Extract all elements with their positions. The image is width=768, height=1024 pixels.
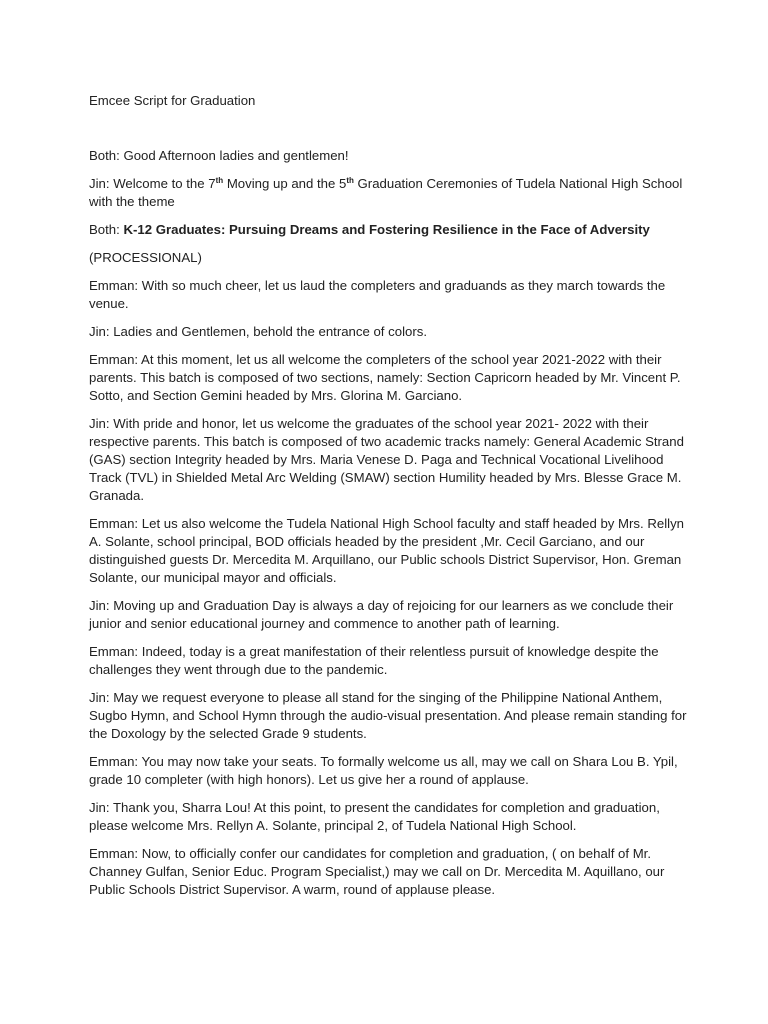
script-paragraph <box>89 643 689 679</box>
speaker-label: Jin: <box>89 176 110 191</box>
line-text: With pride and honor, let us welcome the graduates of the school year 2021- 2022 with their respective parents. This batch is composed of two academic tracks namely: General Academic Strand (GAS) section Integrity headed by Mrs. Maria Venese D. Paga and Technical Vocational Livelihood Track (TVL) in Shielded Metal Arc Welding (SMAW) section Humility headed by Mrs. Blesse Grace M. Granada. <box>89 416 684 503</box>
speaker-label: Emman: <box>89 846 139 861</box>
script-paragraph <box>89 323 689 341</box>
line-text: Let us also welcome the Tudela National High School faculty and staff headed by Mrs. Rellyn A. Solante, school principal, BOD officials headed by the president ,Mr. Cecil Garciano, and our distinguished guests Dr. Mercedita M. Arquillano, our Public schools District Supervisor, Hon. Greman Solante, our municipal mayor and officials. <box>89 516 684 585</box>
line-text: Ladies and Gentlemen, behold the entrance of colors. <box>113 324 427 339</box>
speaker-label: Emman: <box>89 644 139 659</box>
line-text: You may now take your seats. To formally welcome us all, may we call on Shara Lou B. Ypil, grade 10 completer (with high honors). Let us give her a round of applause. <box>89 754 678 787</box>
line-text: Moving up and the 5 <box>223 176 347 191</box>
script-paragraph <box>89 689 689 743</box>
ordinal-suffix: th <box>215 176 224 185</box>
line-text: Welcome to the 7 <box>113 176 216 191</box>
speaker-label: Jin: <box>89 598 110 613</box>
script-paragraph <box>89 351 689 405</box>
speaker-label: Both: <box>89 148 120 163</box>
processional-note: (PROCESSIONAL) <box>89 250 202 265</box>
speaker-label: Jin: <box>89 324 110 339</box>
speaker-label: Emman: <box>89 754 139 769</box>
line-theme <box>89 221 689 239</box>
line-text: Good Afternoon ladies and gentlemen! <box>123 148 349 163</box>
line-text: With so much cheer, let us laud the completers and graduands as they march towards the venue. <box>89 278 666 311</box>
line-text: Thank you, Sharra Lou! At this point, to present the candidates for completion and graduation, please welcome Mrs. Rellyn A. Solante, principal 2, of Tudela National High School. <box>89 800 660 833</box>
speaker-label: Jin: <box>89 416 110 431</box>
script-paragraph <box>89 515 689 587</box>
line-text: Moving up and Graduation Day is always a day of rejoicing for our learners as we conclude their junior and senior educational journey and commence to another path of learning. <box>89 598 674 631</box>
script-paragraph <box>89 845 689 899</box>
script-paragraph <box>89 799 689 835</box>
line-greeting <box>89 147 689 165</box>
speaker-label: Emman: <box>89 516 139 531</box>
ordinal-suffix: th <box>346 176 354 185</box>
line-text: Graduation Ceremonies of Tudela National High School with the theme <box>89 176 683 209</box>
script-paragraph <box>89 277 689 313</box>
line-text: At this moment, let us all welcome the completers of the school year 2021-2022 with their parents. This batch is composed of two sections, namely: Section Capricorn headed by Mr. Vincent P. Sotto, and Section Gemini headed by Mrs. Glorina M. Garciano. <box>89 352 681 403</box>
speaker-label: Emman: <box>89 352 139 367</box>
script-paragraph <box>89 753 689 789</box>
speaker-label: Both: <box>89 222 120 237</box>
theme-text: K-12 Graduates: Pursuing Dreams and Fostering Resilience in the Face of Adversity <box>123 222 650 237</box>
line-welcome <box>89 175 689 211</box>
script-paragraph <box>89 415 689 505</box>
line-text: Now, to officially confer our candidates for completion and graduation, ( on behalf of Mr. Channey Gulfan, Senior Educ. Program Specialist,) may we call on Dr. Mercedita M. Aquillano, our Public Schools District Supervisor. A warm, round of applause please. <box>89 846 665 897</box>
document-title: Emcee Script for Graduation <box>89 93 256 108</box>
line-text: Indeed, today is a great manifestation of their relentless pursuit of knowledge despite the challenges they went through due to the pandemic. <box>89 644 659 677</box>
script-paragraphs <box>89 277 689 899</box>
speaker-label: Jin: <box>89 690 110 705</box>
document-page <box>89 92 689 909</box>
script-paragraph <box>89 597 689 633</box>
speaker-label: Emman: <box>89 278 139 293</box>
line-text: May we request everyone to please all stand for the singing of the Philippine National Anthem, Sugbo Hymn, and School Hymn through the audio-visual presentation. And please remain standing for the Doxology by the selected Grade 9 students. <box>89 690 687 741</box>
speaker-label: Jin: <box>89 800 110 815</box>
